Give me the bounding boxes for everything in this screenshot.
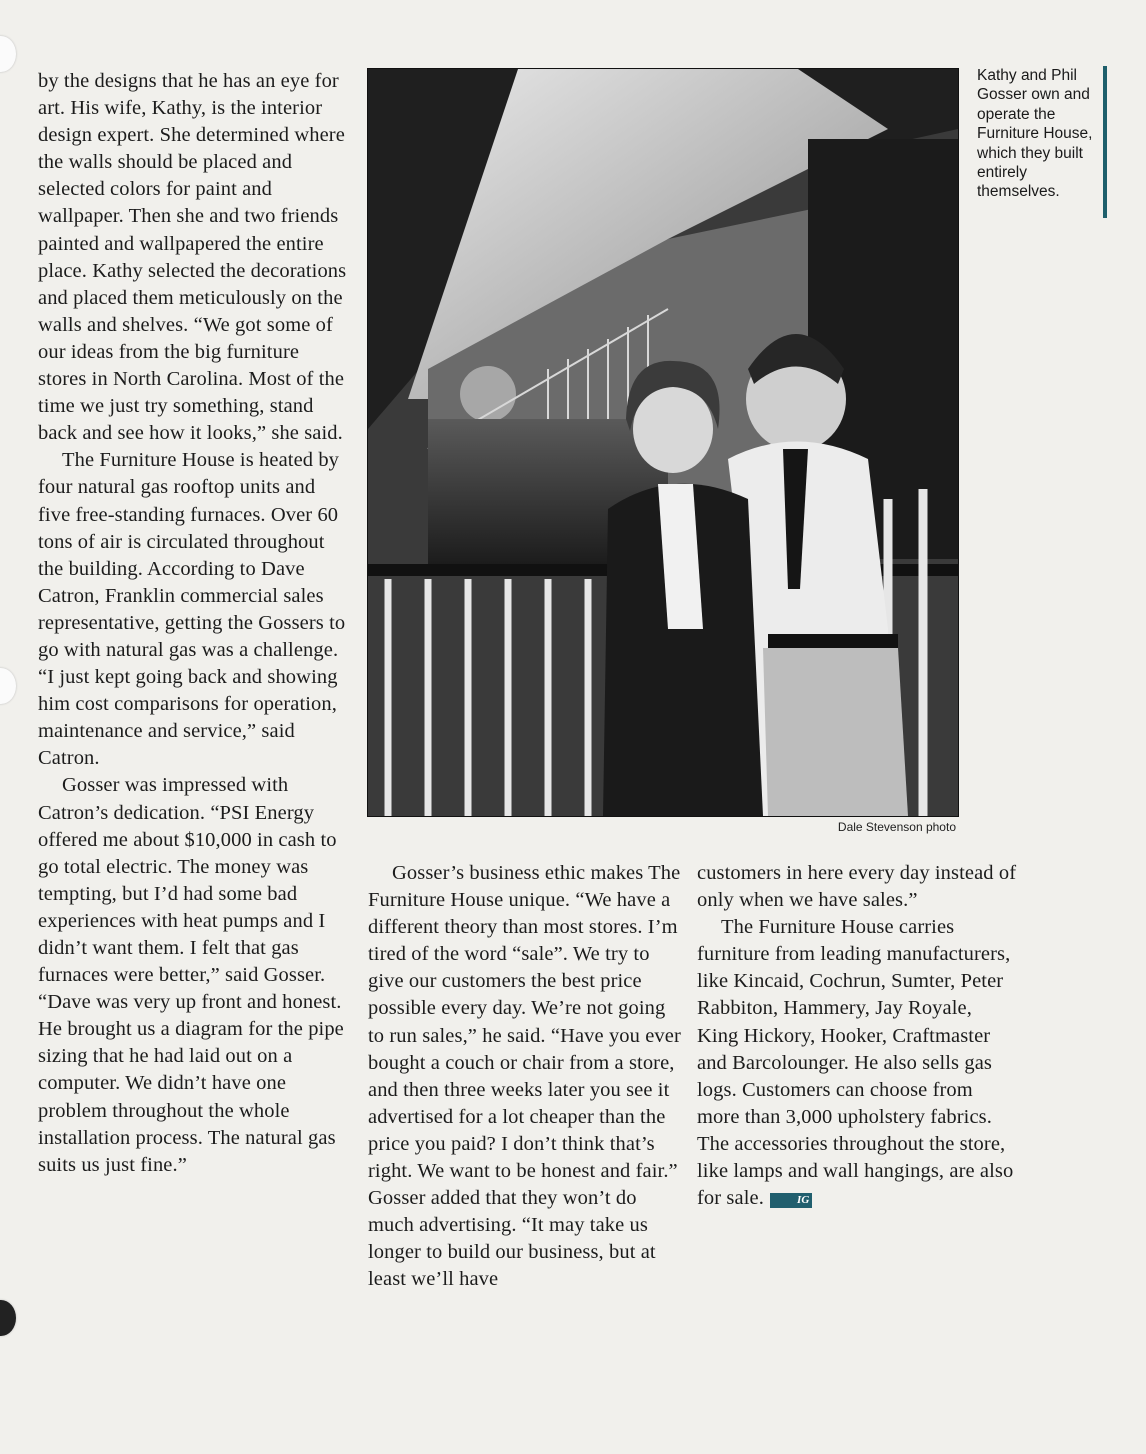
paragraph: Gosser’s business ethic makes The Furniture House unique. “We have a different theory than most stores. I’m tired of the word “sale”. We try to give our customers the best price possible every day. We’re not going to run sales,” he said. “Have you ever bought a couch or chair from a store, and then three weeks later you see it advertised for a lot cheaper than the price you paid? I don’t think that’s right. We want to be honest and fair.” Gosser added that they won’t do much advertising. “It may take us longer to build our business, but at least we’ll have <box>368 862 681 1291</box>
photo-credit: Dale Stevenson photo <box>837 820 956 834</box>
paragraph: customers in here every day instead of only when we have sales.” <box>697 862 1017 912</box>
end-mark-logo: IG <box>770 1193 812 1208</box>
photo-illustration <box>368 69 958 816</box>
binder-hole-middle <box>0 668 16 704</box>
article-column-3 <box>697 860 1017 1212</box>
binder-hole-top <box>0 36 16 72</box>
paragraph <box>697 914 1017 1212</box>
caption-accent-rule <box>1103 66 1107 218</box>
article-column-1 <box>38 68 350 1179</box>
binder-hole-bottom <box>0 1300 16 1336</box>
photo-caption: Kathy and Phil Gosser own and operate the Furniture House, which they built entirely themselves. <box>977 67 1093 201</box>
photo-couple-in-store <box>367 68 959 817</box>
article-column-2 <box>368 860 683 1294</box>
paragraph: by the designs that he has an eye for art. His wife, Kathy, is the interior design expert. She determined where the walls should be placed and selected colors for paint and wallpaper. Then she and two friends painted and wallpapered the entire place. Kathy selected the decorations and placed them meticulously on the walls and shelves. “We got some of our ideas from the big furniture stores in North Carolina. Most of the time we just try something, stand back and see how it looks,” she said. <box>38 70 347 445</box>
paragraph-text: The Furniture House carries furniture from leading manufacturers, like Kincaid, Cochrun, Sumter, Peter Rabbiton, Hammery, Jay Royale, King Hickory, Hooker, Craftmaster and Barcolounger. He also sells gas logs. Customers can choose from more than 3,000 upholstery fabrics. The accessories throughout the store, like lamps and wall hangings, are also for sale. <box>697 916 1014 1210</box>
paragraph: The Furniture House is heated by four natural gas rooftop units and five free-standing furnaces. Over 60 tons of air is circulated throughout the building. According to Dave Catron, Franklin commercial sales representative, getting the Gossers to go with natural gas was a challenge. “I just kept going back and showing him cost comparisons for operation, maintenance and service,” said Catron. <box>38 449 346 770</box>
paragraph: Gosser was impressed with Catron’s dedication. “PSI Energy offered me about $10,000 in cash to go total electric. The money was tempting, but I’d had some bad experiences with heat pumps and I didn’t want them. I felt that gas furnaces were better,” said Gosser. “Dave was very up front and honest. He brought us a diagram for the pipe sizing that he had laid out on a computer. We didn’t have one problem throughout the whole installation process. The natural gas suits us just fine.” <box>38 774 344 1176</box>
